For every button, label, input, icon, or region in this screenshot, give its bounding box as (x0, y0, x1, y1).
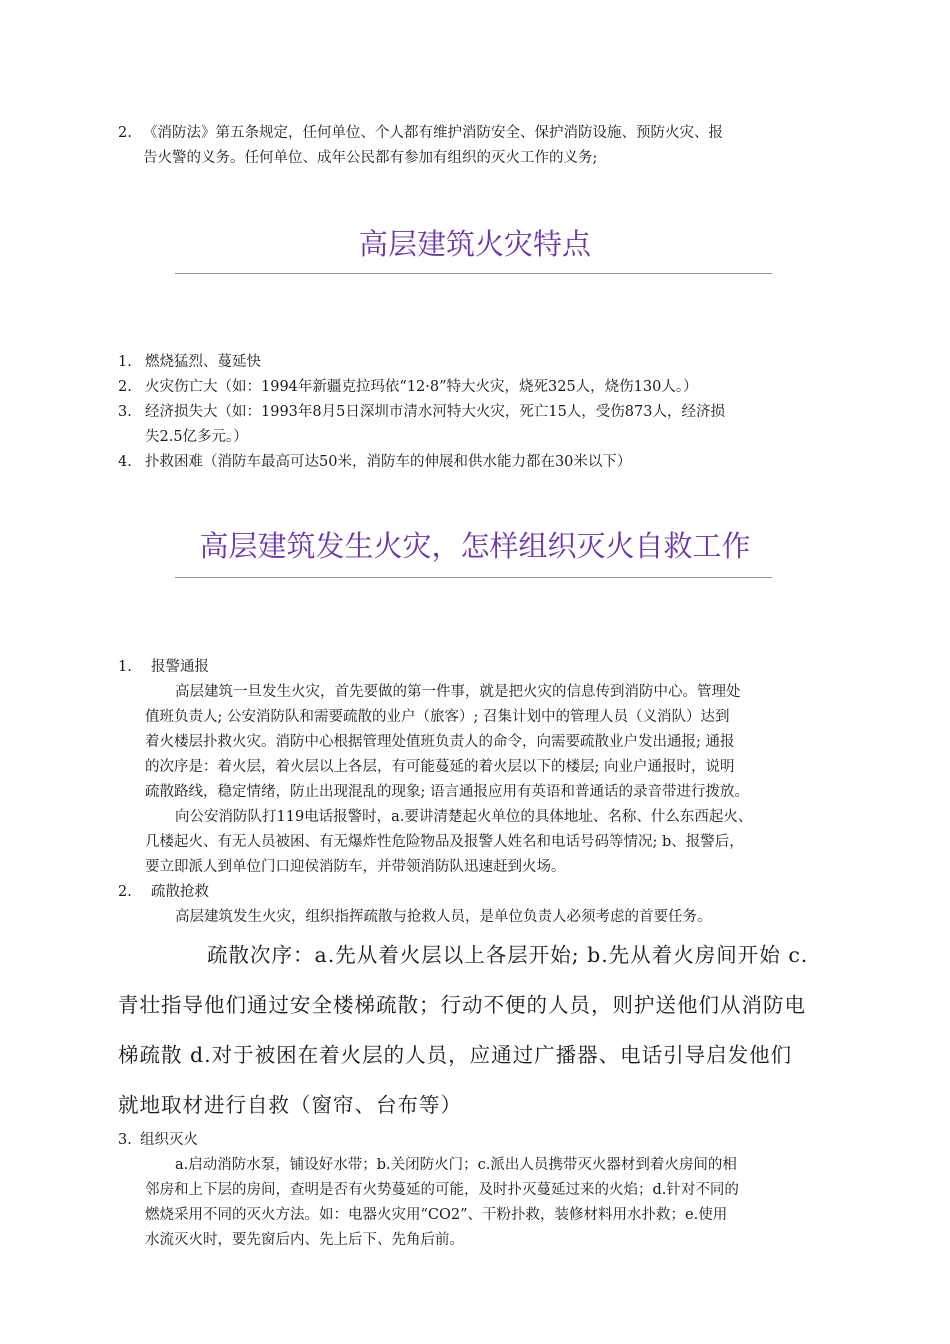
large-paragraph-line: 就地取材进行自救（窗帘、台布等） (118, 1093, 462, 1117)
list-number: 3. (118, 1132, 132, 1148)
subsection-title: 组织灭火 (140, 1132, 198, 1148)
paragraph-line: 邻房和上下层的房间，查明是否有火势蔓延的可能，及时扑灭蔓延过来的火焰；d.针对不同的 (145, 1182, 739, 1198)
paragraph-line: 向公安消防队打119电话报警时，a.要讲清楚起火单位的具体地址、名称、什么东西起火、 (175, 809, 753, 825)
paragraph-line: 高层建筑一旦发生火灾，首先要做的第一件事，就是把火灾的信息传到消防中心。管理处 (175, 684, 741, 700)
text-line: 《消防法》第五条规定，任何单位、个人都有维护消防安全、保护消防设施、预防火灾、报 (143, 125, 723, 141)
subsection-title: 报警通报 (151, 659, 209, 675)
list-number: 4. (118, 454, 132, 470)
list-number: 2. (118, 125, 132, 141)
list-item: 燃烧猛烈、蔓延快 (145, 354, 261, 370)
heading-rule (175, 577, 772, 578)
list-number: 1. (118, 659, 132, 675)
heading-rule (175, 273, 772, 274)
paragraph-line: 水流灭火时，要先窗后内、先上后下、先角后前。 (145, 1232, 464, 1248)
paragraph-line: 几楼起火、有无人员被困、有无爆炸性危险物品及报警人姓名和电话号码等情况; b、报警后， (145, 834, 744, 850)
paragraph-line: 疏散路线，稳定情绪，防止出现混乱的现象; 语言通报应用有英语和普通话的录音带进行拨放。 (145, 784, 749, 800)
subsection-title: 疏散抢救 (151, 884, 209, 900)
list-item: 扑救困难（消防车最高可达50米，消防车的伸展和供水能力都在30米以下） (145, 454, 632, 470)
large-paragraph-line: 青壮指导他们通过安全楼梯疏散；行动不便的人员，则护送他们从消防电 (118, 993, 806, 1017)
list-item-continued: 失2.5亿多元。） (145, 429, 248, 445)
list-item: 经济损失大（如：1993年8月5日深圳市清水河特大火灾，死亡15人，受伤873人，经济损 (145, 404, 725, 420)
paragraph-line: a.启动消防水泵，铺设好水带；b.关闭防火门；c.派出人员携带灭火器材到着火房间的相 (175, 1157, 737, 1173)
paragraph-line: 着火楼层扑救火灾。消防中心根据管理处值班负责人的命令，向需要疏散业户发出通报; 通报 (145, 734, 735, 750)
list-number: 3. (118, 404, 132, 420)
large-paragraph-line: 疏散次序：a.先从着火层以上各层开始; b.先从着火房间开始 c. (207, 943, 809, 967)
paragraph-line: 的次序是：着火层，着火层以上各层，有可能蔓延的着火层以下的楼层; 向业户通报时，说明 (145, 759, 735, 775)
text-line: 告火警的义务。任何单位、成年公民都有参加有组织的灭火工作的义务; (143, 150, 598, 166)
list-number: 1. (118, 354, 132, 370)
paragraph-line: 要立即派人到单位门口迎侯消防车，并带领消防队迅速赶到火场。 (145, 859, 566, 875)
list-number: 2. (118, 379, 132, 395)
section-heading-fire-features: 高层建筑火灾特点 (358, 227, 591, 261)
large-paragraph-line: 梯疏散 d.对于被困在着火层的人员，应通过广播器、电话引导启发他们 (118, 1043, 793, 1067)
paragraph-line: 值班负责人; 公安消防队和需要疏散的业户（旅客）; 召集计划中的管理人员（义消队）达到 (145, 709, 730, 725)
paragraph-line: 燃烧采用不同的灭火方法。如：电器火灾用“CO2”、干粉扑救，装修材料用水扑救；e.使用 (145, 1207, 728, 1223)
list-number: 2. (118, 884, 132, 900)
section-heading-self-rescue: 高层建筑发生火灾，怎样组织灭火自救工作 (199, 529, 751, 563)
paragraph-line: 高层建筑发生火灾，组织指挥疏散与抢救人员，是单位负责人必须考虑的首要任务。 (175, 909, 712, 925)
list-item: 火灾伤亡大（如：1994年新疆克拉玛依“12·8”特大火灾，烧死325人，烧伤130人。） (145, 379, 698, 395)
